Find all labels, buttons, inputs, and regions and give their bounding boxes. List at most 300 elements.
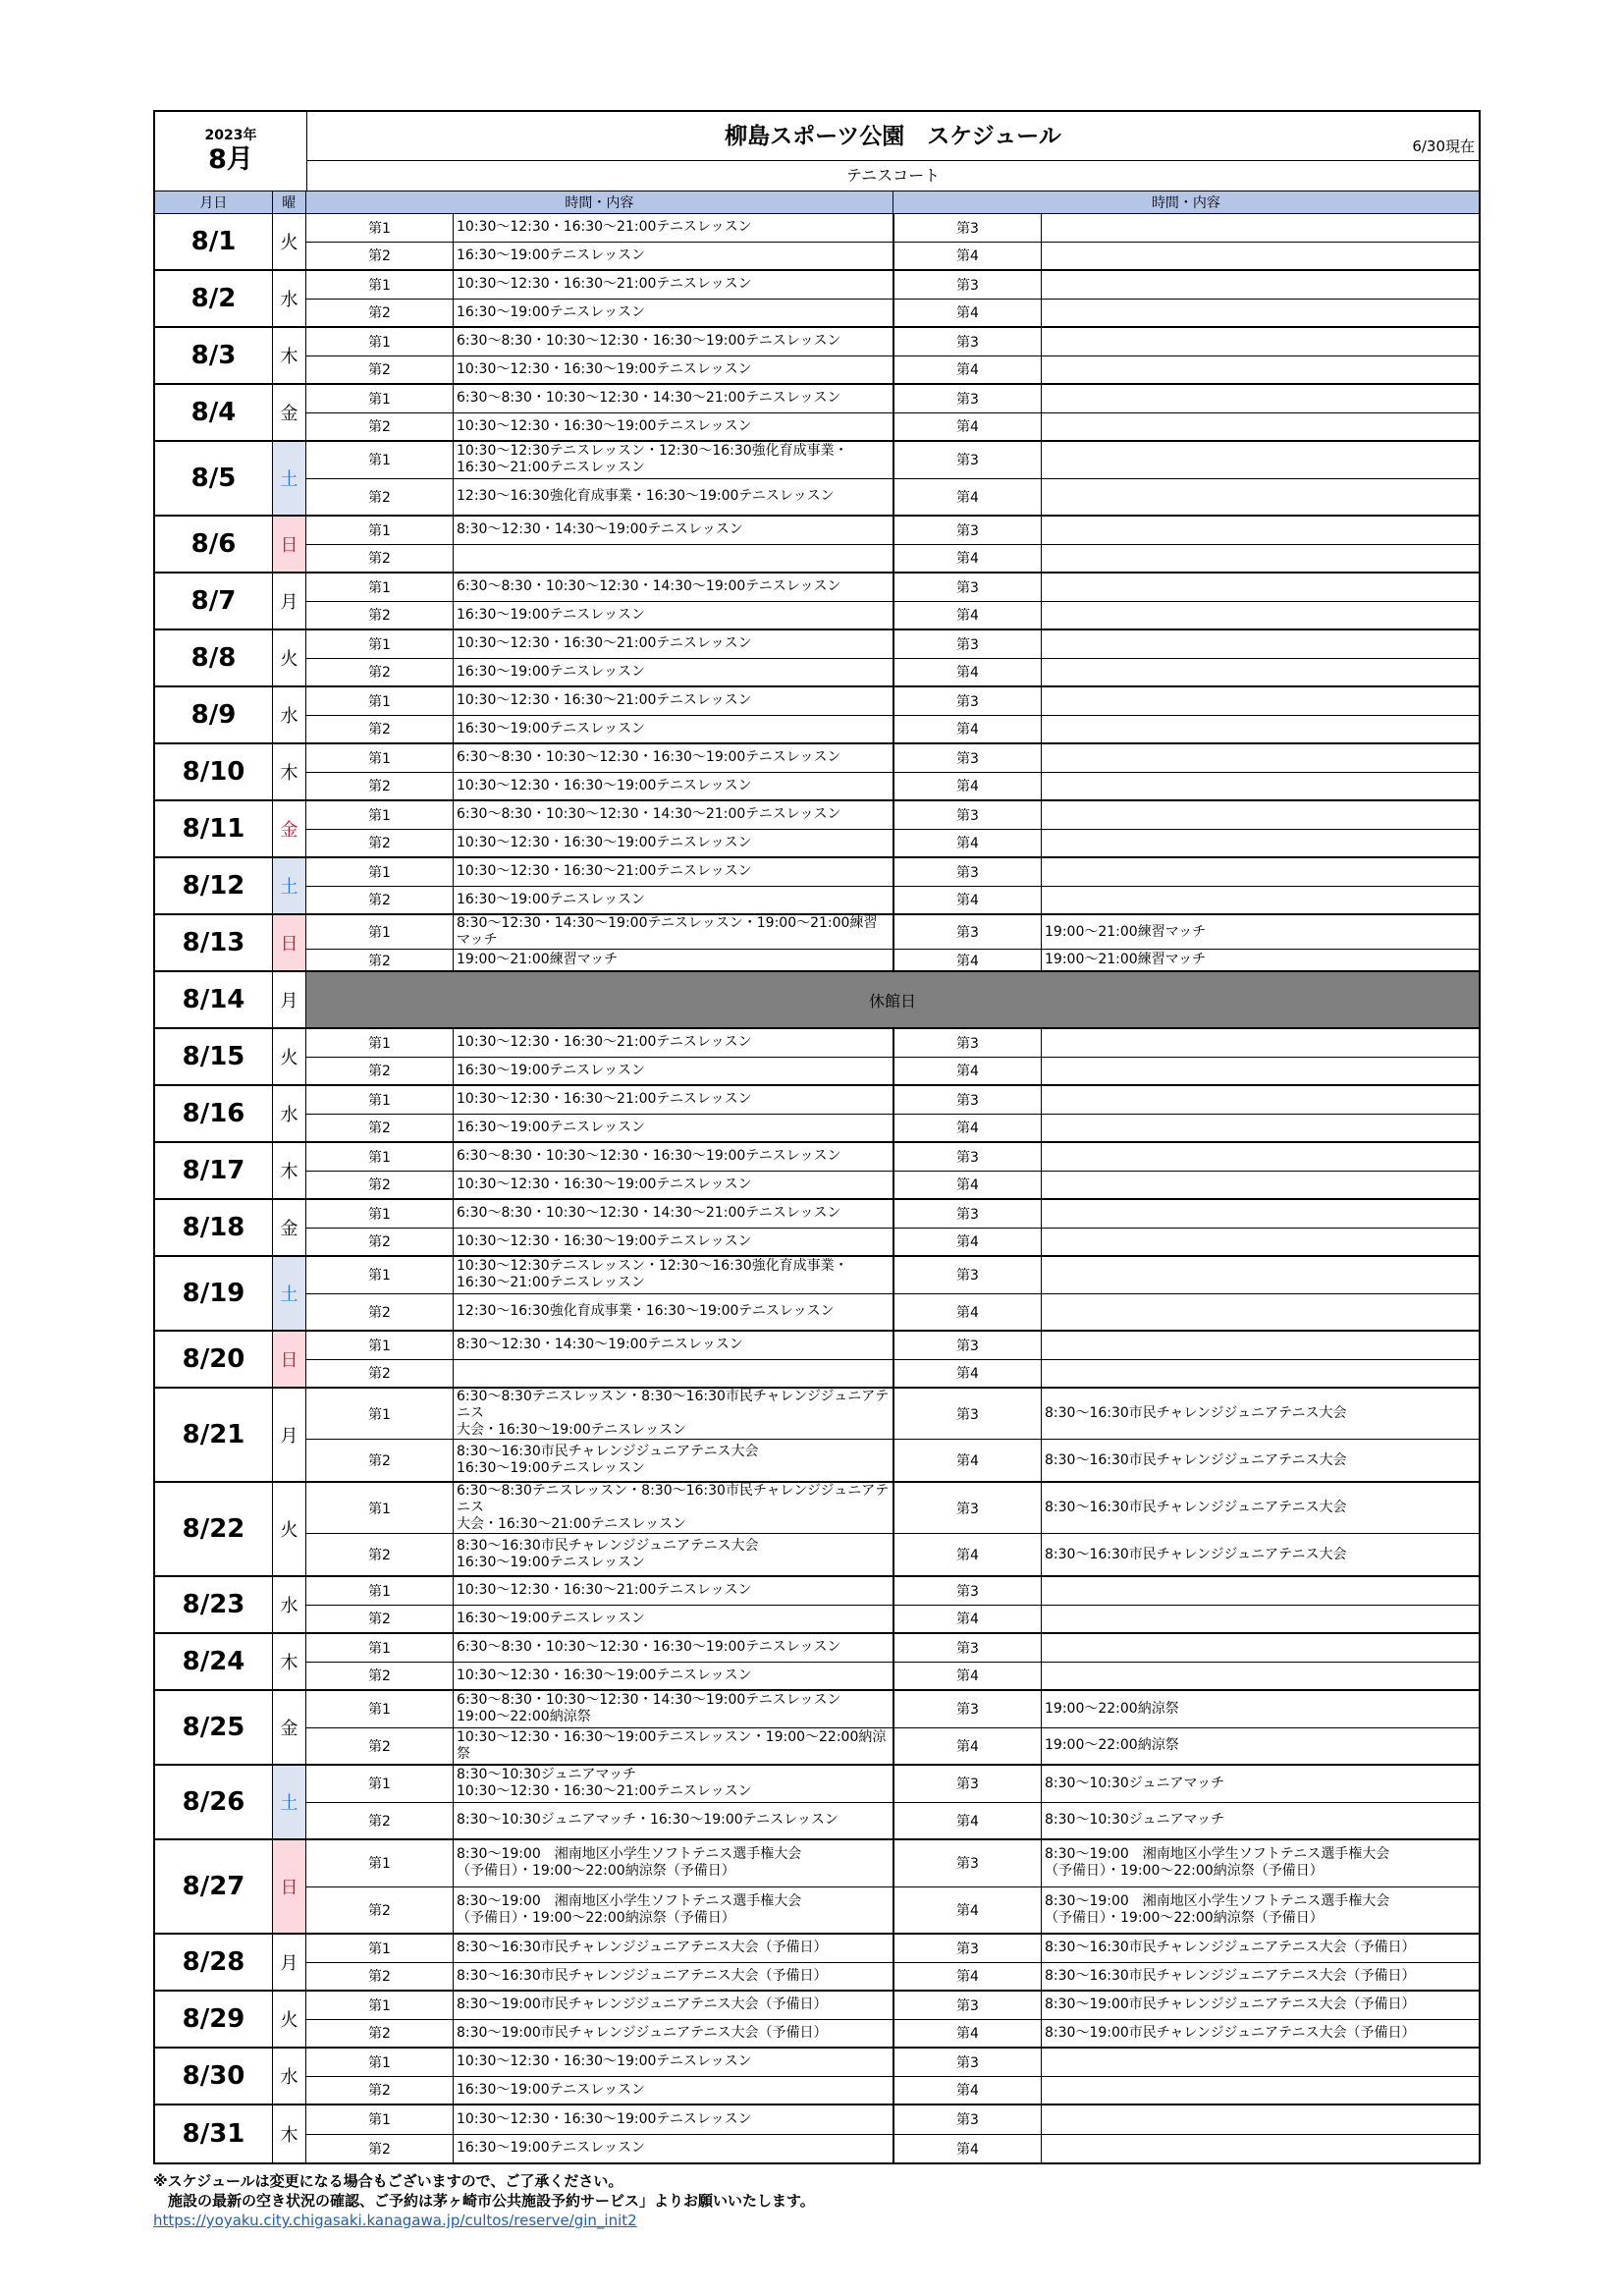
court-label-right: 第3 (894, 1992, 1042, 2019)
court-slot-row (306, 1086, 1479, 1115)
court-schedule-left: 16:30～19:00テニスレッスン (454, 243, 894, 270)
day-of-week: 水 (273, 687, 306, 742)
court-schedule-right (1042, 1663, 1479, 1690)
court-schedule-left: 10:30～12:30・16:30～19:00テニスレッスン (454, 2049, 894, 2076)
court-label-left: 第1 (306, 1389, 454, 1439)
day-of-week: 土 (273, 1766, 306, 1838)
court-schedule-right: 8:30～16:30市民チャレンジジュニアテニス大会 (1045, 1500, 1347, 1515)
day-of-week: 火 (273, 1992, 306, 2047)
day-date: 8/25 (155, 1691, 273, 1764)
court-label-left: 第1 (306, 574, 454, 601)
court-schedule-right (1042, 858, 1479, 886)
court-slots (306, 1992, 1479, 2047)
court-label-left: 第2 (306, 1229, 454, 1256)
court-label-right: 第4 (894, 1803, 1042, 1839)
court-slots (306, 1691, 1479, 1764)
day-date: 8/19 (155, 1257, 273, 1330)
court-label-left: 第2 (306, 716, 454, 743)
court-slots (306, 2049, 1479, 2104)
court-schedule-right (1042, 1634, 1479, 1662)
court-slot-row (306, 858, 1479, 887)
court-slot-row (306, 1887, 1479, 1934)
court-label-right: 第3 (894, 1257, 1042, 1293)
day-row (155, 744, 1479, 801)
court-label-left: 第1 (306, 442, 454, 478)
title-box (307, 112, 1479, 191)
day-date: 8/12 (155, 858, 273, 913)
court-slot-row (306, 517, 1479, 545)
court-label-left: 第1 (306, 214, 454, 242)
court-schedule-right (1042, 773, 1479, 800)
day-date: 8/16 (155, 1086, 273, 1141)
court-label-left: 第2 (306, 1360, 454, 1388)
court-schedule-left: 10:30～12:30・16:30～19:00テニスレッスン (454, 356, 894, 384)
court-label-left: 第1 (306, 1766, 454, 1802)
court-slot-row (306, 1534, 1479, 1575)
day-of-week: 日 (273, 915, 306, 970)
sheet-header (155, 112, 1479, 191)
court-slot-row (306, 744, 1479, 773)
court-schedule-left: 6:30～8:30・10:30～12:30・16:30～19:00テニスレッスン (454, 744, 894, 772)
court-schedule-left: 19:00～21:00練習マッチ (454, 950, 894, 970)
day-row (155, 1332, 1479, 1389)
court-slot-row (306, 773, 1479, 800)
day-of-week: 火 (273, 1029, 306, 1084)
court-schedule-right (1042, 385, 1479, 412)
court-label-right: 第4 (894, 1058, 1042, 1085)
day-row (155, 1634, 1479, 1691)
court-schedule-right: 8:30～16:30市民チャレンジジュニアテニス大会（予備日） (1045, 1967, 1416, 1984)
court-schedule-right: 8:30～19:00市民チャレンジジュニアテニス大会（予備日） (1045, 2024, 1416, 2041)
court-slots (306, 1200, 1479, 1255)
court-label-left: 第2 (306, 356, 454, 384)
court-schedule-left: 8:30～12:30・14:30～19:00テニスレッスン (454, 1332, 894, 1359)
court-schedule-right (1042, 574, 1479, 601)
court-label-right: 第3 (894, 1691, 1042, 1727)
court-label-left: 第1 (306, 630, 454, 658)
day-row (155, 1257, 1479, 1332)
court-slot-row (306, 413, 1479, 441)
court-label-left: 第2 (306, 243, 454, 270)
court-label-right: 第3 (894, 385, 1042, 412)
court-slot-row (306, 1935, 1479, 1963)
court-schedule-left: 10:30～12:30・16:30～21:00テニスレッスン (454, 1577, 894, 1605)
court-schedule-left (454, 1360, 894, 1388)
court-label-right: 第3 (894, 328, 1042, 355)
court-slot-row (306, 1691, 1479, 1728)
court-label-left: 第2 (306, 1115, 454, 1142)
court-label-left: 第1 (306, 915, 454, 949)
court-schedule-right: 8:30～19:00 湘南地区小学生ソフトテニス選手権大会 （予備日）・19:00～22:00納涼祭（予備日） (1045, 1846, 1390, 1880)
facility-subtitle: テニスコート (845, 166, 941, 185)
note-change-notice: ※スケジュールは変更になる場合もございますので、ご了承ください。 (153, 2172, 623, 2190)
court-label-left: 第2 (306, 1887, 454, 1934)
court-schedule-left: 10:30～12:30・16:30～21:00テニスレッスン (454, 271, 894, 299)
court-slot-row (306, 1172, 1479, 1199)
court-schedule-left: 8:30～19:00市民チャレンジジュニアテニス大会（予備日） (454, 1992, 894, 2019)
court-label-right: 第4 (894, 659, 1042, 686)
court-schedule-right (1042, 744, 1479, 772)
court-slots (306, 1935, 1479, 1990)
court-label-left: 第2 (306, 602, 454, 629)
court-schedule-left: 10:30～12:30・16:30～19:00テニスレッスン (454, 1172, 894, 1199)
court-slot-row (306, 659, 1479, 686)
court-label-right: 第3 (894, 1389, 1042, 1439)
court-schedule-left: 10:30～12:30・16:30～19:00テニスレッスン (454, 2105, 894, 2134)
court-label-left: 第2 (306, 830, 454, 857)
court-schedule-right: 19:00～22:00納涼祭 (1045, 1737, 1179, 1754)
day-of-week: 金 (273, 1691, 306, 1764)
reservation-link[interactable]: https://yoyaku.city.chigasaki.kanagawa.jp/cultos/reserve/gin_init2 (153, 2212, 637, 2229)
day-date: 8/24 (155, 1634, 273, 1689)
court-label-right: 第4 (894, 2135, 1042, 2163)
day-row (155, 385, 1479, 442)
court-label-right: 第3 (894, 744, 1042, 772)
court-label-left: 第2 (306, 773, 454, 800)
court-label-left: 第2 (306, 1663, 454, 1690)
court-label-left: 第1 (306, 1935, 454, 1962)
day-of-week: 木 (273, 1143, 306, 1198)
court-label-left: 第1 (306, 1086, 454, 1114)
court-schedule-left: 10:30～12:30・16:30～21:00テニスレッスン (454, 214, 894, 242)
court-schedule-left: 8:30～16:30市民チャレンジジュニアテニス大会（予備日） (454, 1963, 894, 1991)
court-label-right: 第4 (894, 830, 1042, 857)
court-label-right: 第3 (894, 1483, 1042, 1533)
day-of-week: 金 (273, 1200, 306, 1255)
court-schedule-left: 8:30～19:00市民チャレンジジュニアテニス大会（予備日） (454, 2020, 894, 2048)
court-schedule-left: 6:30～8:30・10:30～12:30・14:30～19:00テニスレッスン 19:00～22:00納涼祭 (454, 1691, 894, 1727)
court-schedule-right (1042, 887, 1479, 914)
day-date: 8/31 (155, 2105, 273, 2162)
court-slot-row (306, 1992, 1479, 2020)
court-schedule-right (1042, 1294, 1479, 1331)
court-schedule-left: 6:30～8:30・10:30～12:30・16:30～19:00テニスレッスン (454, 328, 894, 355)
court-label-left: 第1 (306, 1992, 454, 2019)
court-label-right: 第4 (894, 1606, 1042, 1633)
court-schedule-right (1042, 413, 1479, 441)
court-schedule-left: 10:30～12:30・16:30～21:00テニスレッスン (454, 1086, 894, 1114)
court-slot-row (306, 1389, 1479, 1440)
court-label-right: 第4 (894, 2077, 1042, 2105)
court-slot-row (306, 2105, 1479, 2135)
court-label-right: 第4 (894, 1663, 1042, 1690)
court-schedule-right (1042, 2077, 1479, 2105)
court-label-left: 第2 (306, 1172, 454, 1199)
day-date: 8/17 (155, 1143, 273, 1198)
court-schedule-right: 19:00～22:00納涼祭 (1045, 1700, 1179, 1717)
court-schedule-left: 10:30～12:30テニスレッスン・12:30～16:30強化育成事業・ 16:30～21:00テニスレッスン (454, 442, 894, 478)
court-slots (306, 574, 1479, 629)
court-label-left: 第1 (306, 2049, 454, 2076)
schedule-sheet (153, 110, 1481, 2164)
court-label-right: 第3 (894, 1840, 1042, 1886)
court-schedule-right (1042, 1086, 1479, 1114)
court-label-right: 第4 (894, 479, 1042, 516)
court-label-right: 第3 (894, 1935, 1042, 1962)
court-label-left: 第1 (306, 1332, 454, 1359)
court-schedule-right (1042, 716, 1479, 743)
court-label-right: 第3 (894, 1143, 1042, 1171)
court-slots (306, 1577, 1479, 1632)
day-date: 8/13 (155, 915, 273, 970)
year-month-box (155, 112, 307, 191)
day-date: 8/30 (155, 2049, 273, 2104)
court-schedule-right (1042, 1143, 1479, 1171)
court-slot-row (306, 300, 1479, 327)
day-row (155, 1143, 1479, 1200)
day-row (155, 687, 1479, 744)
court-schedule-right (1042, 1332, 1479, 1359)
court-slot-row (306, 1483, 1479, 1534)
court-slots (306, 214, 1479, 269)
court-schedule-left: 16:30～19:00テニスレッスン (454, 602, 894, 629)
court-label-right: 第4 (894, 545, 1042, 573)
day-of-week: 土 (273, 442, 306, 515)
day-of-week: 月 (273, 574, 306, 629)
court-schedule-right (1042, 243, 1479, 270)
court-slot-row (306, 545, 1479, 573)
day-row (155, 1935, 1479, 1992)
court-schedule-right (1042, 801, 1479, 829)
court-schedule-left: 10:30～12:30・16:30～21:00テニスレッスン (454, 858, 894, 886)
court-slots (306, 915, 1479, 970)
day-of-week: 水 (273, 271, 306, 326)
court-schedule-left: 6:30～8:30テニスレッスン・8:30～16:30市民チャレンジジュニアテニス 大会・16:30～21:00テニスレッスン (454, 1483, 894, 1533)
court-label-right: 第3 (894, 1200, 1042, 1228)
court-slot-row (306, 1200, 1479, 1229)
court-schedule-left: 10:30～12:30・16:30～19:00テニスレッスン (454, 1229, 894, 1256)
court-schedule-left: 16:30～19:00テニスレッスン (454, 1115, 894, 1142)
court-slot-row (306, 442, 1479, 479)
day-of-week: 水 (273, 2049, 306, 2104)
court-label-right: 第4 (894, 950, 1042, 970)
day-date: 8/5 (155, 442, 273, 515)
court-slots (306, 1634, 1479, 1689)
day-row (155, 1086, 1479, 1143)
court-slot-row (306, 1634, 1479, 1663)
court-label-right: 第3 (894, 1029, 1042, 1057)
court-slots (306, 1086, 1479, 1141)
day-date: 8/2 (155, 271, 273, 326)
day-date: 8/8 (155, 630, 273, 685)
column-header-row (155, 191, 1479, 214)
court-schedule-right (1042, 630, 1479, 658)
court-schedule-left: 6:30～8:30・10:30～12:30・14:30～21:00テニスレッスン (454, 1200, 894, 1228)
court-label-left: 第2 (306, 1728, 454, 1765)
court-label-right: 第3 (894, 214, 1042, 242)
day-row (155, 271, 1479, 328)
court-schedule-left: 8:30～10:30ジュニアマッチ・16:30～19:00テニスレッスン (454, 1803, 894, 1839)
year-label: 2023年 (204, 128, 257, 143)
day-row (155, 1992, 1479, 2049)
day-of-week: 土 (273, 1257, 306, 1330)
court-label-left: 第2 (306, 479, 454, 516)
court-schedule-right (1042, 1606, 1479, 1633)
court-label-left: 第1 (306, 271, 454, 299)
day-row (155, 1577, 1479, 1634)
court-slot-row (306, 716, 1479, 743)
court-schedule-left: 16:30～19:00テニスレッスン (454, 2135, 894, 2163)
court-schedule-left: 8:30～19:00 湘南地区小学生ソフトテニス選手権大会 （予備日）・19:00～22:00納涼祭（予備日） (454, 1887, 894, 1934)
court-label-left: 第1 (306, 687, 454, 715)
court-slot-row (306, 1294, 1479, 1331)
court-label-right: 第3 (894, 1332, 1042, 1359)
court-label-right: 第3 (894, 1086, 1042, 1114)
court-schedule-right: 8:30～10:30ジュニアマッチ (1045, 1812, 1224, 1829)
court-slot-row (306, 687, 1479, 716)
court-label-left: 第2 (306, 950, 454, 970)
court-schedule-right (1042, 271, 1479, 299)
day-date: 8/18 (155, 1200, 273, 1255)
court-label-right: 第3 (894, 442, 1042, 478)
court-schedule-left: 6:30～8:30・10:30～12:30・14:30～19:00テニスレッスン (454, 574, 894, 601)
court-schedule-right (1042, 442, 1479, 478)
court-label-left: 第2 (306, 1803, 454, 1839)
court-slot-row (306, 1440, 1479, 1481)
court-schedule-right (1042, 1229, 1479, 1256)
court-slot-row (306, 602, 1479, 629)
court-slot-row (306, 271, 1479, 300)
court-slot-row (306, 385, 1479, 413)
court-slot-row (306, 1058, 1479, 1085)
court-slot-row (306, 1766, 1479, 1803)
day-date: 8/26 (155, 1766, 273, 1838)
court-label-right: 第4 (894, 2020, 1042, 2048)
day-of-week: 日 (273, 1840, 306, 1933)
court-label-right: 第3 (894, 915, 1042, 949)
day-row (155, 801, 1479, 858)
day-of-week: 木 (273, 2105, 306, 2162)
day-of-week: 火 (273, 214, 306, 269)
day-date: 8/11 (155, 801, 273, 856)
court-label-left: 第1 (306, 1483, 454, 1533)
court-slots (306, 1029, 1479, 1084)
day-row (155, 1766, 1479, 1840)
court-slots (306, 328, 1479, 383)
court-slot-row (306, 1577, 1479, 1606)
day-row (155, 2049, 1479, 2105)
day-row (155, 915, 1479, 972)
court-slot-row (306, 2077, 1479, 2105)
day-of-week: 水 (273, 1086, 306, 1141)
court-slot-row (306, 1029, 1479, 1058)
day-of-week: 木 (273, 744, 306, 799)
court-label-left: 第1 (306, 1577, 454, 1605)
court-schedule-left: 8:30～10:30ジュニアマッチ 10:30～12:30・16:30～21:00テニスレッスン (454, 1766, 894, 1802)
day-row (155, 1840, 1479, 1935)
court-label-right: 第4 (894, 716, 1042, 743)
court-schedule-right: 19:00～21:00練習マッチ (1045, 923, 1207, 940)
court-slots (306, 1766, 1479, 1838)
page-title: 柳島スポーツ公園 スケジュール (725, 124, 1061, 149)
court-schedule-left: 16:30～19:00テニスレッスン (454, 1606, 894, 1633)
court-schedule-right (1042, 1029, 1479, 1057)
court-slot-row (306, 574, 1479, 602)
court-slot-row (306, 2135, 1479, 2163)
court-label-right: 第3 (894, 630, 1042, 658)
day-row (155, 858, 1479, 915)
court-schedule-left: 8:30～12:30・14:30～19:00テニスレッスン (454, 517, 894, 544)
day-date: 8/3 (155, 328, 273, 383)
court-schedule-left: 8:30～19:00 湘南地区小学生ソフトテニス選手権大会 （予備日）・19:00～22:00納涼祭（予備日） (454, 1840, 894, 1886)
court-schedule-left: 10:30～12:30・16:30～19:00テニスレッスン (454, 413, 894, 441)
court-schedule-left: 16:30～19:00テニスレッスン (454, 659, 894, 686)
court-label-right: 第3 (894, 1766, 1042, 1802)
day-date: 8/10 (155, 744, 273, 799)
court-label-left: 第1 (306, 801, 454, 829)
court-label-left: 第2 (306, 545, 454, 573)
court-schedule-right (1042, 545, 1479, 573)
day-row (155, 1389, 1479, 1483)
court-label-right: 第3 (894, 1634, 1042, 1662)
court-label-left: 第1 (306, 744, 454, 772)
court-slots (306, 1389, 1479, 1481)
court-schedule-right (1042, 300, 1479, 327)
court-label-left: 第1 (306, 385, 454, 412)
court-label-left: 第2 (306, 1294, 454, 1331)
court-label-right: 第4 (894, 1294, 1042, 1331)
court-slot-row (306, 243, 1479, 270)
day-of-week: 火 (273, 630, 306, 685)
court-schedule-right: 8:30～19:00 湘南地区小学生ソフトテニス選手権大会 （予備日）・19:00～22:00納涼祭（予備日） (1045, 1892, 1390, 1926)
court-label-left: 第1 (306, 1200, 454, 1228)
court-label-right: 第4 (894, 1360, 1042, 1388)
day-of-week: 金 (273, 801, 306, 856)
day-of-week: 木 (273, 1634, 306, 1689)
court-slot-row (306, 1606, 1479, 1633)
day-row (155, 574, 1479, 630)
court-schedule-left: 8:30～12:30・14:30～19:00テニスレッスン・19:00～21:00練習マッチ (454, 915, 894, 949)
day-row (155, 1200, 1479, 1257)
court-schedule-right: 19:00～21:00練習マッチ (1045, 952, 1207, 967)
court-label-right: 第4 (894, 602, 1042, 629)
court-schedule-left: 8:30～16:30市民チャレンジジュニアテニス大会 16:30～19:00テニスレッスン (454, 1534, 894, 1575)
day-row (155, 328, 1479, 385)
court-schedule-left: 6:30～8:30・10:30～12:30・14:30～21:00テニスレッスン (454, 801, 894, 829)
court-schedule-left: 16:30～19:00テニスレッスン (454, 2077, 894, 2105)
column-header-date: 月日 (155, 191, 273, 213)
notes (153, 2171, 1528, 2230)
day-row (155, 1483, 1479, 1577)
court-slots (306, 1257, 1479, 1330)
day-date: 8/29 (155, 1992, 273, 2047)
court-label-left: 第2 (306, 2077, 454, 2105)
day-row (155, 972, 1479, 1029)
court-schedule-left: 10:30～12:30・16:30～19:00テニスレッスン・19:00～22:00納涼祭 (454, 1728, 894, 1765)
day-date: 8/22 (155, 1483, 273, 1575)
court-slots (306, 385, 1479, 440)
court-label-left: 第2 (306, 1534, 454, 1575)
court-schedule-left: 6:30～8:30・10:30～12:30・16:30～19:00テニスレッスン (454, 1143, 894, 1171)
court-slot-row (306, 915, 1479, 950)
court-schedule-right (1042, 328, 1479, 355)
court-schedule-right (1042, 1360, 1479, 1388)
court-schedule-left: 12:30～16:30強化育成事業・16:30～19:00テニスレッスン (454, 479, 894, 516)
court-label-right: 第4 (894, 300, 1042, 327)
court-schedule-left: 16:30～19:00テニスレッスン (454, 887, 894, 914)
day-of-week: 水 (273, 1577, 306, 1632)
court-schedule-left: 6:30～8:30・10:30～12:30・16:30～19:00テニスレッスン (454, 1634, 894, 1662)
court-slot-row (306, 1840, 1479, 1887)
column-header-content-1: 時間・内容 (306, 191, 893, 213)
day-of-week: 木 (273, 328, 306, 383)
court-slots (306, 2105, 1479, 2162)
court-label-right: 第4 (894, 1887, 1042, 1934)
court-schedule-left: 6:30～8:30・10:30～12:30・14:30～21:00テニスレッスン (454, 385, 894, 412)
court-schedule-right (1042, 356, 1479, 384)
day-date: 8/6 (155, 517, 273, 572)
court-schedule-right: 8:30～16:30市民チャレンジジュニアテニス大会 (1045, 1405, 1347, 1421)
